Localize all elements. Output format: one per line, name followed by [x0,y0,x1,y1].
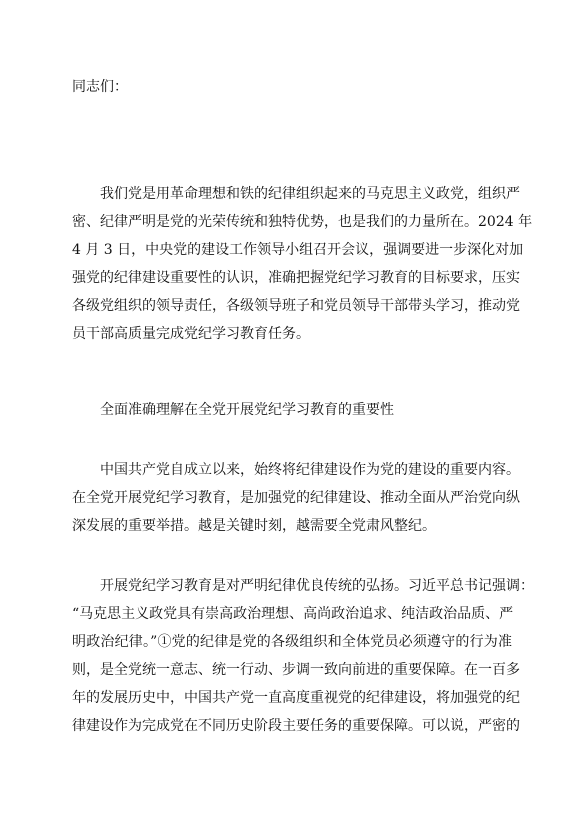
paragraph-1-line-2: 密、纪律严明是党的光荣传统和独特优势，也是我们的力量所在。2024 年 [72,214,533,230]
paragraph-3-line-4: 则，是全党统一意志、统一行动、步调一致向前进的重要保障。在一百多 [72,662,520,678]
paragraph-2-line-3: 深发展的重要举措。越是关键时刻，越需要全党肃风整纪。 [72,518,436,534]
paragraph-3-line-6: 律建设作为完成党在不同历史阶段主要任务的重要保障。可以说，严密的 [72,718,520,734]
greeting: 同志们： [72,79,128,95]
paragraph-1-line-1: 我们党是用革命理想和铁的纪律组织起来的马克思主义政党，组织严 [100,186,520,202]
paragraph-3-line-5: 年的发展历史中，中国共产党一直高度重视党的纪律建设，将加强党的纪 [72,690,520,706]
paragraph-3-line-2: “马克思主义政党具有崇高政治理想、高尚政治追求、纯洁政治品质、严 [72,606,514,622]
paragraph-1-line-4: 强党的纪律建设重要性的认识，准确把握党纪学习教育的目标要求，压实 [72,270,520,286]
paragraph-2-line-2: 在全党开展党纪学习教育，是加强党的纪律建设、推动全面从严治党向纵 [72,490,520,506]
paragraph-3-line-3: 明政治纪律。”①党的纪律是党的各级组织和全体党员必须遵守的行为准 [72,634,512,650]
paragraph-1-line-3: 4 月 3 日，中央党的建设工作领导小组召开会议，强调要进一步深化对加 [72,242,524,258]
paragraph-1-line-5: 各级党组织的领导责任，各级领导班子和党员领导干部带头学习，推动党 [72,298,520,314]
paragraph-3-line-1: 开展党纪学习教育是对严明纪律优良传统的弘扬。习近平总书记强调： [100,578,534,594]
section-heading: 全面准确理解在全党开展党纪学习教育的重要性 [100,402,394,418]
paragraph-1-line-6: 员干部高质量完成党纪学习教育任务。 [72,326,310,342]
paragraph-2-line-1: 中国共产党自成立以来，始终将纪律建设作为党的建设的重要内容。 [100,462,520,478]
